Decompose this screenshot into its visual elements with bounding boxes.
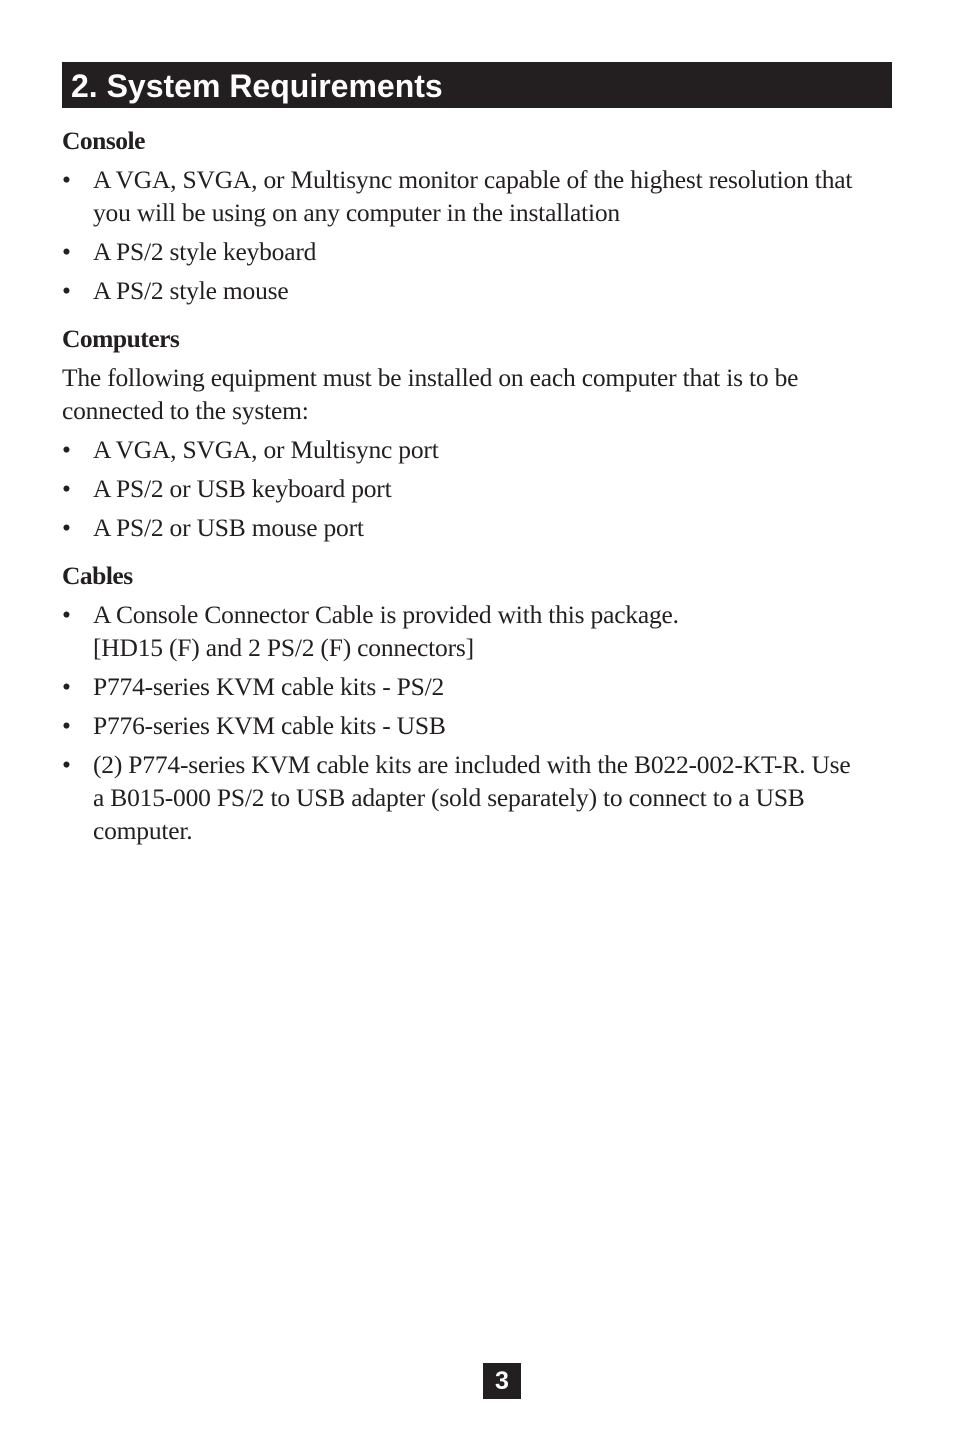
bullet-icon: • xyxy=(62,750,71,779)
cables-heading: Cables xyxy=(62,561,133,590)
paragraph-line: connected to the system: xyxy=(62,396,309,425)
list-item-text: computer. xyxy=(93,816,193,845)
list-item-text: P774-series KVM cable kits - PS/2 xyxy=(93,672,445,701)
bullet-icon: • xyxy=(62,600,71,629)
bullet-icon: • xyxy=(62,672,71,701)
list-item xyxy=(62,511,892,544)
section-title: 2. System Requirements xyxy=(71,68,443,104)
paragraph-line: The following equipment must be installed on each computer that is to be xyxy=(62,363,799,392)
list-item xyxy=(62,274,892,307)
bullet-icon: • xyxy=(62,276,71,305)
bullet-icon: • xyxy=(62,165,71,194)
list-item xyxy=(62,598,892,664)
computers-heading: Computers xyxy=(62,324,180,353)
cables-section xyxy=(62,559,892,847)
computers-list xyxy=(62,433,892,544)
section-header-bar xyxy=(62,62,892,108)
list-item-text: a B015-000 PS/2 to USB adapter (sold separately) to connect to a USB xyxy=(93,783,805,812)
list-item-text: (2) P774-series KVM cable kits are included with the B022-002-KT-R. Use xyxy=(93,750,851,779)
cables-list xyxy=(62,598,892,847)
bullet-icon: • xyxy=(62,237,71,266)
list-item-text: A PS/2 or USB keyboard port xyxy=(93,474,392,503)
document-body xyxy=(62,124,892,862)
list-item-text: P776-series KVM cable kits - USB xyxy=(93,711,446,740)
bullet-icon: • xyxy=(62,435,71,464)
list-item-text: A Console Connector Cable is provided with this package. xyxy=(93,600,679,629)
list-item xyxy=(62,163,892,229)
list-item-text: A PS/2 or USB mouse port xyxy=(93,513,364,542)
bullet-icon: • xyxy=(62,513,71,542)
list-item xyxy=(62,670,892,703)
computers-intro xyxy=(62,361,892,427)
list-item xyxy=(62,748,892,847)
list-item xyxy=(62,433,892,466)
console-heading: Console xyxy=(62,126,145,155)
list-item-text: A VGA, SVGA, or Multisync port xyxy=(93,435,439,464)
console-list xyxy=(62,163,892,307)
list-item-text: A VGA, SVGA, or Multisync monitor capable of the highest resolution that xyxy=(93,165,853,194)
list-item xyxy=(62,235,892,268)
list-item-text: A PS/2 style keyboard xyxy=(93,237,317,266)
bullet-icon: • xyxy=(62,474,71,503)
list-item-text: A PS/2 style mouse xyxy=(93,276,289,305)
console-section xyxy=(62,124,892,307)
list-item xyxy=(62,709,892,742)
list-item-text: [HD15 (F) and 2 PS/2 (F) connectors] xyxy=(93,633,474,662)
list-item xyxy=(62,472,892,505)
list-item-text: you will be using on any computer in the installation xyxy=(93,198,620,227)
page-number: 3 xyxy=(483,1363,521,1399)
computers-section xyxy=(62,322,892,544)
bullet-icon: • xyxy=(62,711,71,740)
